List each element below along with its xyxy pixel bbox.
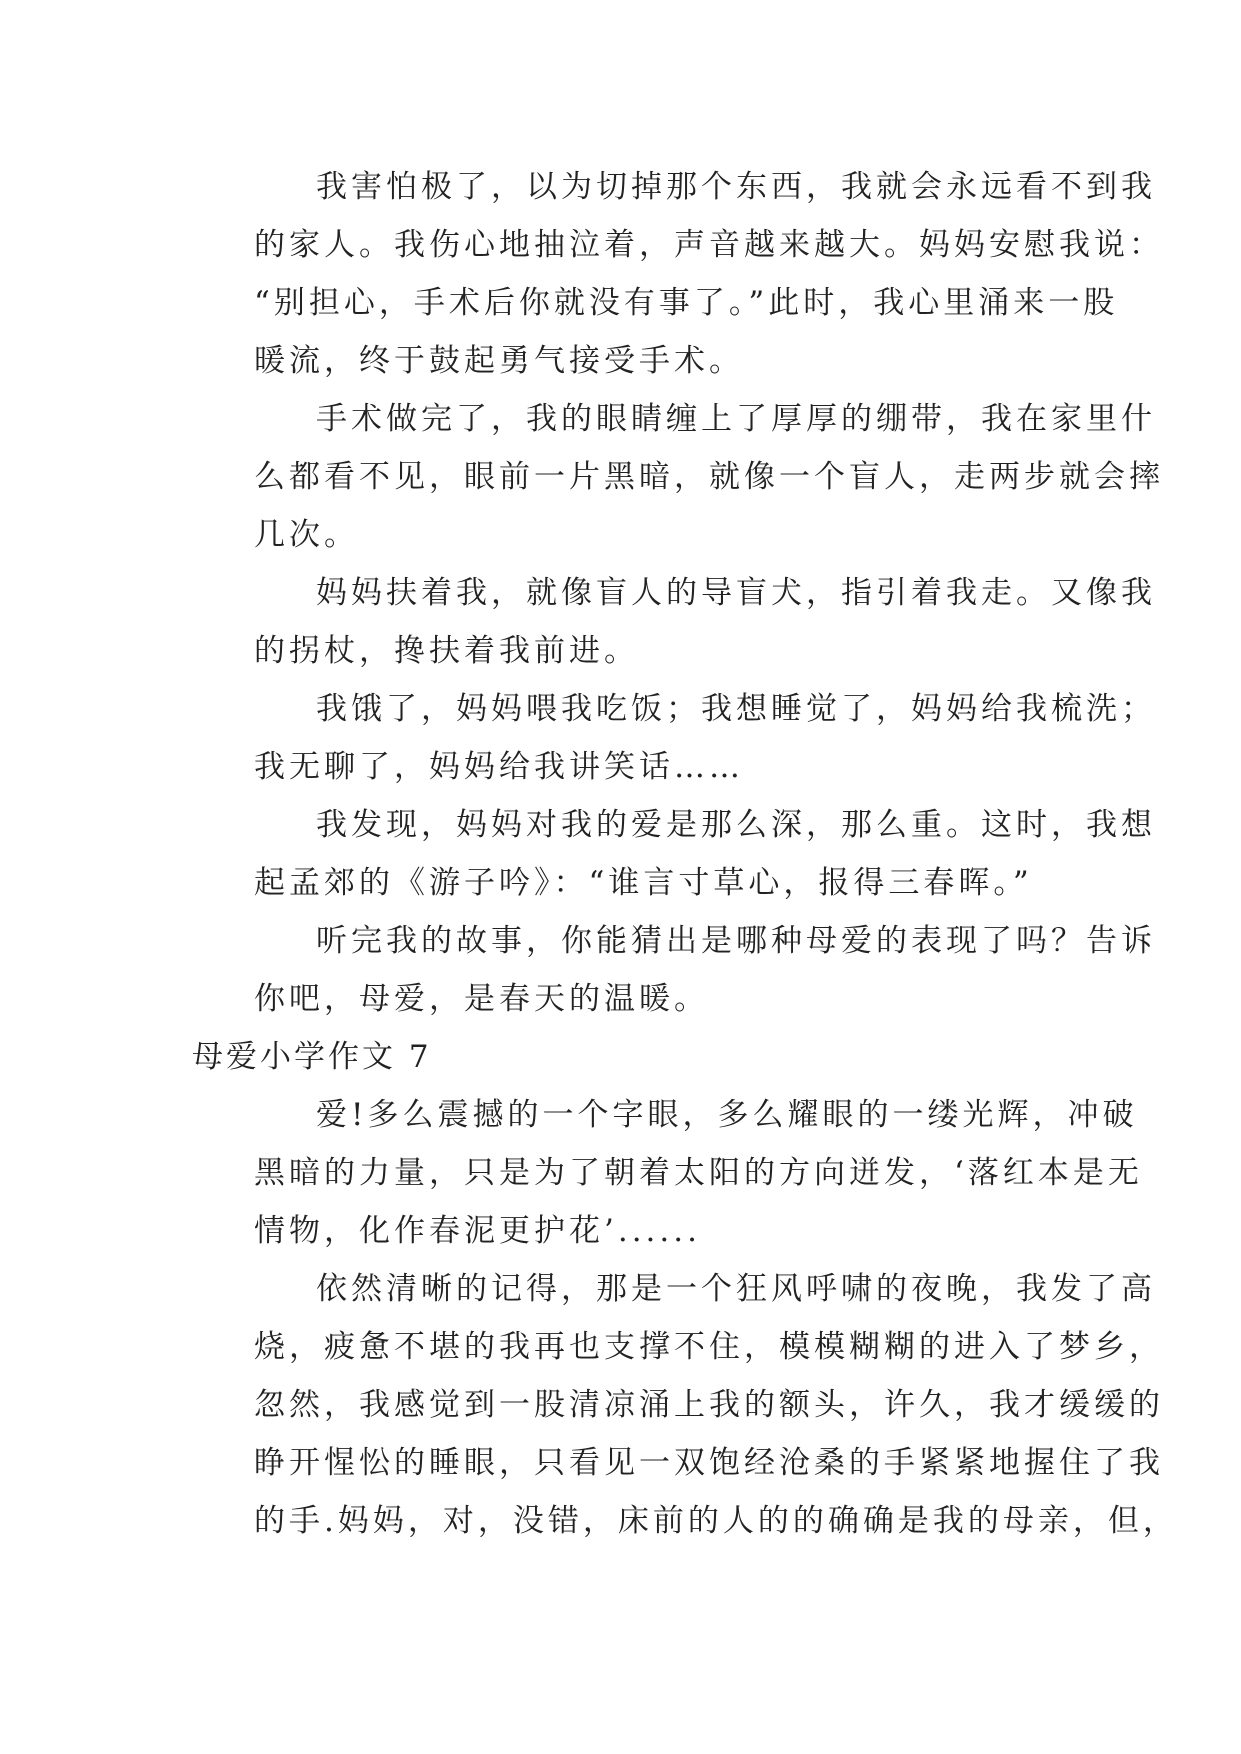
paragraph-7 [192, 1086, 1143, 1260]
text-line: 忽然，我感觉到一股清凉涌上我的额头，许久，我才缓缓的 [254, 1387, 1164, 1423]
text-line: 的拐杖，搀扶着我前进。 [254, 633, 639, 669]
paragraph-5 [192, 796, 1156, 912]
text-line: 我无聊了，妈妈给我讲笑话…… [254, 749, 744, 785]
text-line: 我饿了，妈妈喂我吃饭；我想睡觉了，妈妈给我梳洗； [316, 691, 1156, 727]
paragraph-8 [192, 1260, 1178, 1550]
text-line: 黑暗的力量，只是为了朝着太阳的方向迸发，‘落红本是无 [254, 1155, 1143, 1191]
text-line: 的家人。我伤心地抽泣着，声音越来越大。妈妈安慰我说： [254, 227, 1164, 263]
text-line: 睁开惺忪的睡眼，只看见一双饱经沧桑的手紧紧地握住了我 [254, 1445, 1164, 1481]
text-line: 我害怕极了，以为切掉那个东西，我就会永远看不到我 [316, 169, 1156, 205]
paragraph-1 [192, 158, 1164, 390]
text-line: 妈妈扶着我，就像盲人的导盲犬，指引着我走。又像我 [316, 575, 1156, 611]
text-line: 听完我的故事，你能猜出是哪种母爱的表现了吗？告诉 [316, 923, 1156, 959]
text-line: 手术做完了，我的眼睛缠上了厚厚的绷带，我在家里什 [316, 401, 1156, 437]
text-line: 你吧，母爱，是春天的温暖。 [254, 981, 709, 1017]
text-line: “别担心，手术后你就没有事了。”此时，我心里涌来一股 [254, 285, 1119, 321]
text-line: 几次。 [254, 517, 359, 553]
text-line: 烧，疲惫不堪的我再也支撑不住，模模糊糊的进入了梦乡， [254, 1329, 1164, 1365]
paragraph-3 [192, 564, 1156, 680]
text-line: 我发现，妈妈对我的爱是那么深，那么重。这时，我想 [316, 807, 1156, 843]
text-line: 的手.妈妈，对，没错，床前的人的的确确是我的母亲，但， [254, 1503, 1178, 1539]
heading-text: 母爱小学作文 7 [192, 1039, 432, 1075]
text-line: 爱!多么震撼的一个字眼，多么耀眼的一缕光辉，冲破 [316, 1097, 1138, 1133]
text-line: 么都看不见，眼前一片黑暗，就像一个盲人，走两步就会摔 [254, 459, 1164, 495]
paragraph-2 [192, 390, 1164, 564]
text-line: 起孟郊的《游子吟》：“谁言寸草心，报得三春晖。” [254, 865, 1033, 901]
text-line: 暖流，终于鼓起勇气接受手术。 [254, 343, 744, 379]
text-line: 情物，化作春泥更护花’...... [254, 1213, 701, 1249]
paragraph-6 [192, 912, 1156, 1028]
document-page [192, 158, 1178, 1550]
section-heading [192, 1028, 1062, 1086]
text-line: 依然清晰的记得，那是一个狂风呼啸的夜晚，我发了高 [316, 1271, 1156, 1307]
paragraph-4 [192, 680, 1156, 796]
